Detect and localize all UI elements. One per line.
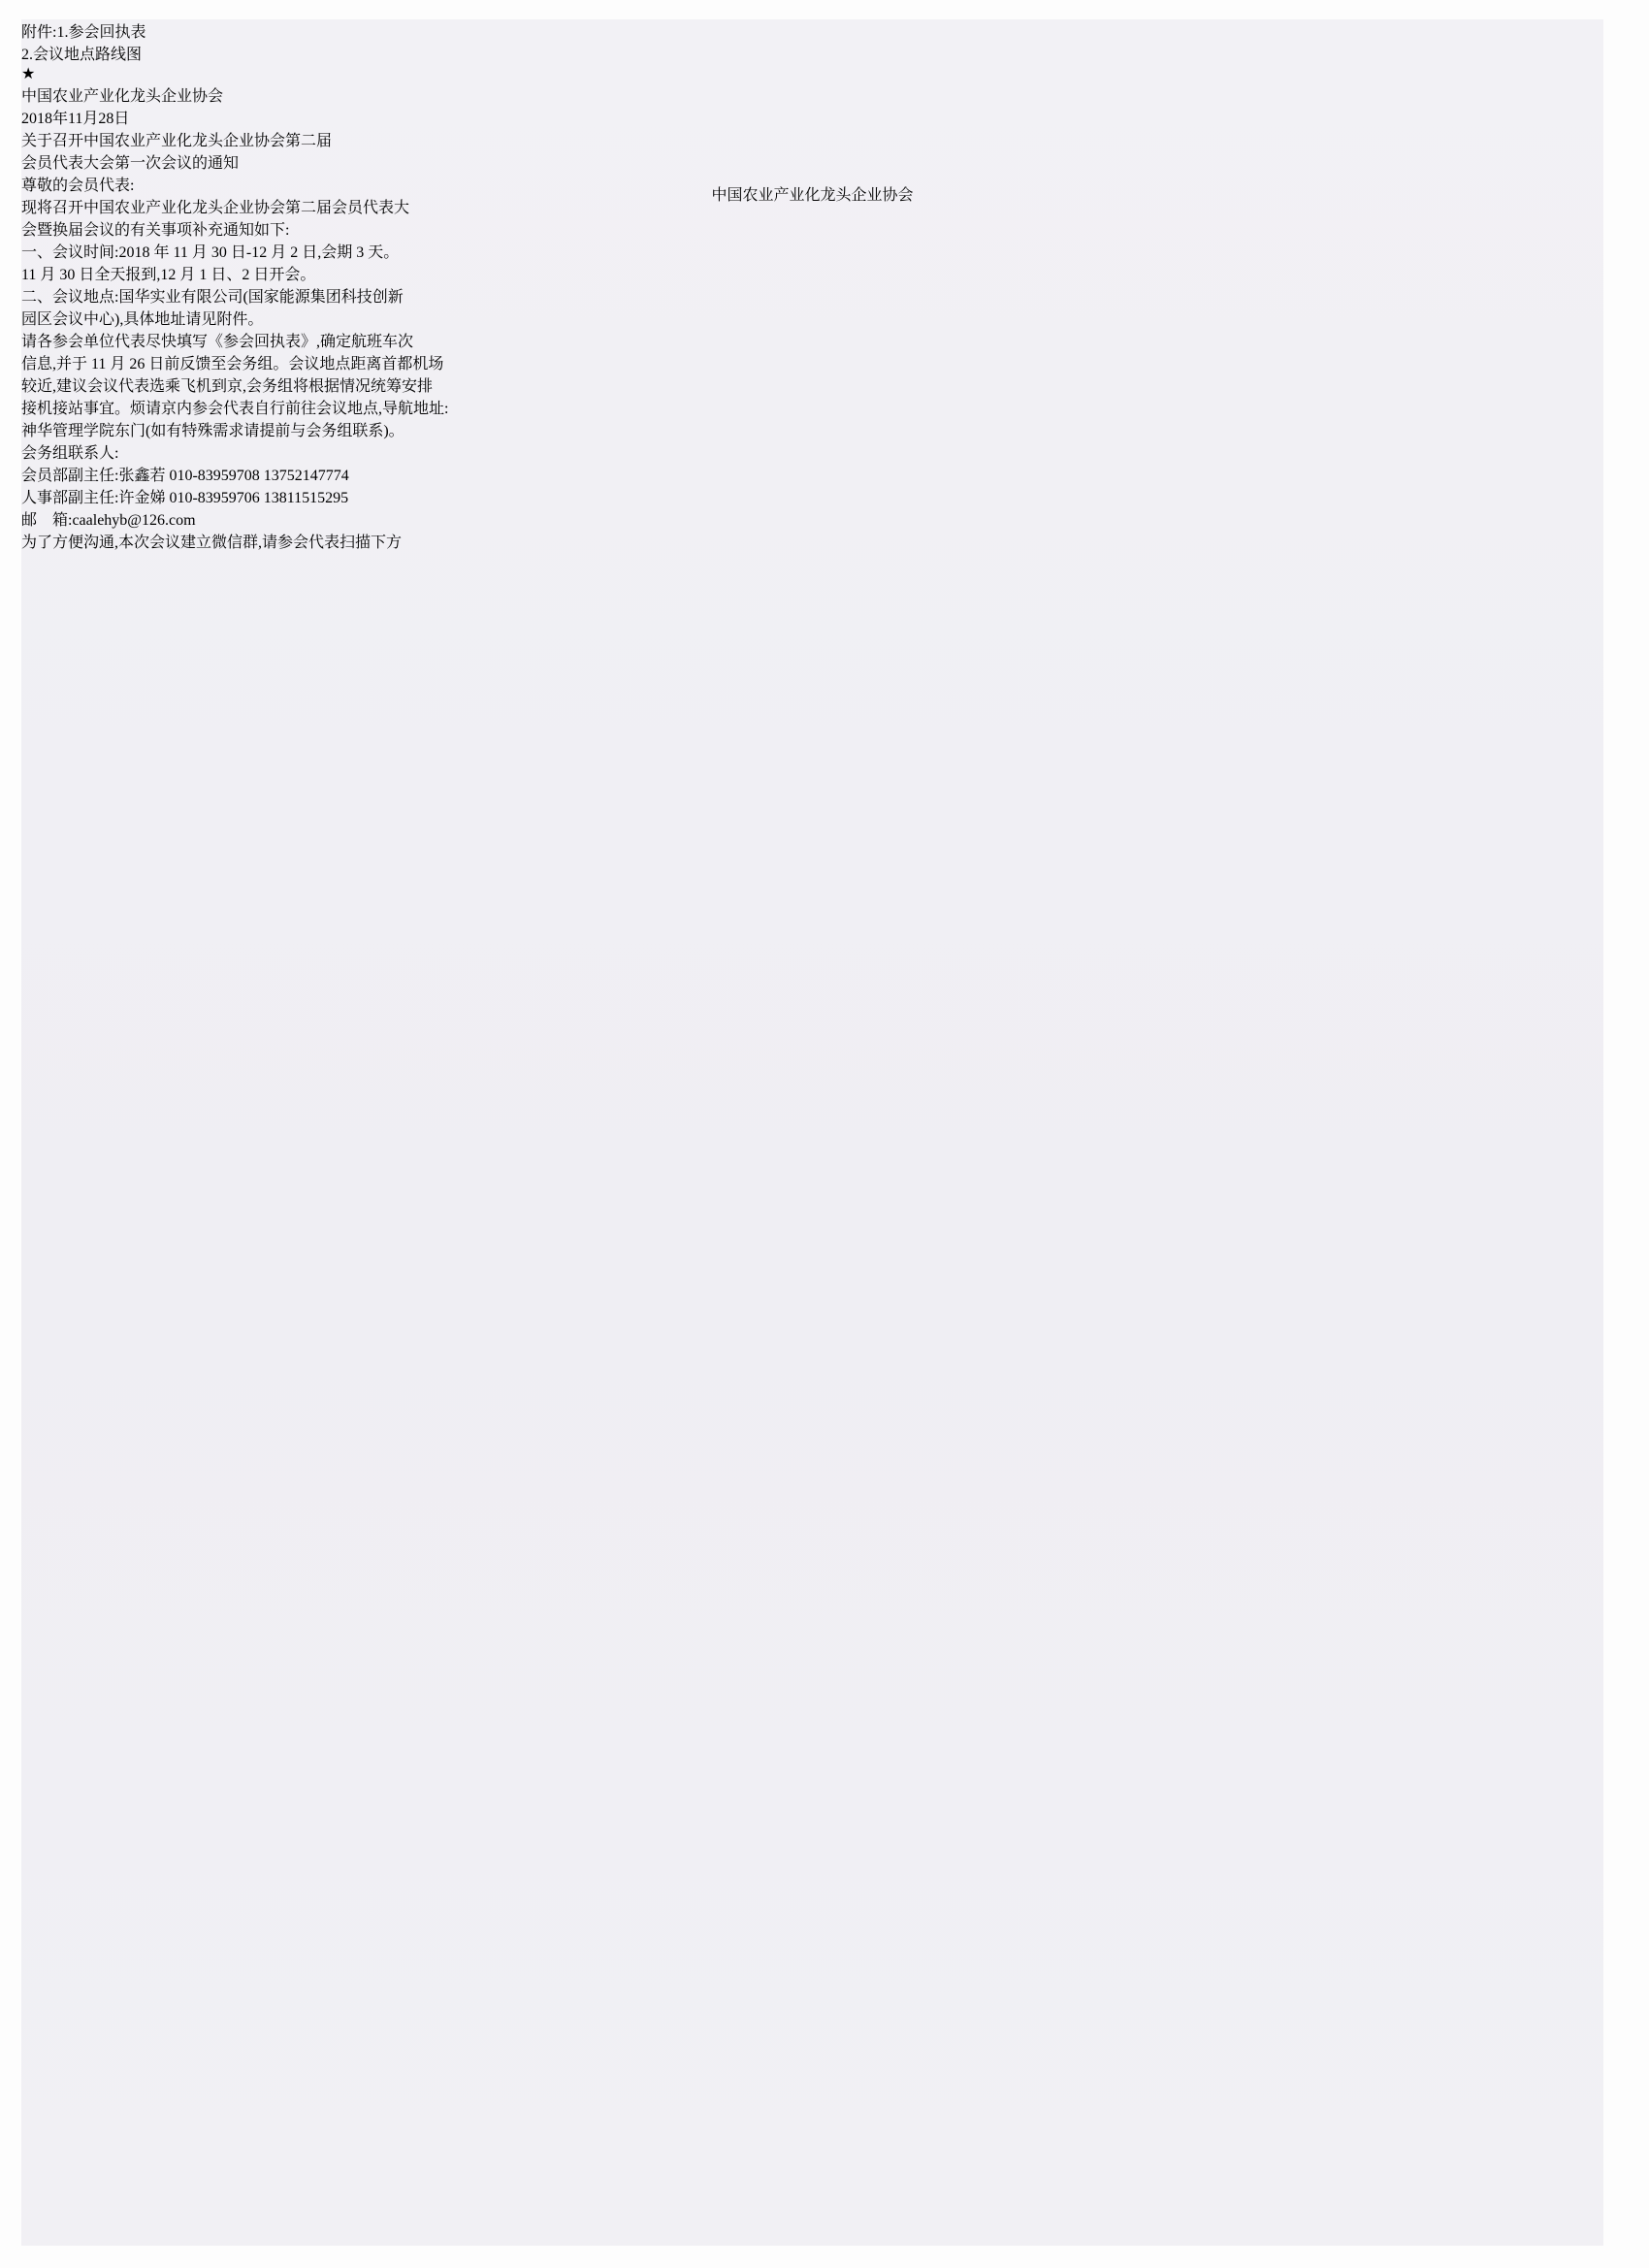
body-text: 为了方便沟通,本次会议建立微信群,请参会代表扫描下方 [21,535,403,551]
body-text: 神华管理学院东门(如有特殊需求请提前与会务组联系)。 [21,423,404,439]
bleedthrough-official-seal [21,64,1603,83]
body-line [21,240,1603,262]
body-line [21,530,1603,552]
notice-title-line1: 关于召开中国农业产业化龙头企业协会第二届 [21,133,333,149]
section-label: 会务组联系人: [21,445,119,462]
body-text: 请各参会单位代表尽快填写《参会回执表》,确定航班车次 [21,334,414,350]
body-line [21,418,1603,440]
seal-star-icon: ★ [21,66,36,82]
body-text: 会暨换届会议的有关事项补充通知如下: [21,222,290,239]
bleedthrough-signature-text: 中国农业产业化龙头企业协会 [21,88,224,105]
body-line [21,217,1603,240]
body-line [21,284,1603,307]
body-line [21,440,1603,463]
body-text: 现将召开中国农业产业化龙头企业协会第二届会员代表大 [21,200,410,216]
body-lines [21,173,1603,552]
body-line [21,307,1603,329]
body-line [21,396,1603,418]
body-text: 园区会议中心),具体地址请见附件。 [21,311,264,328]
bleedthrough-attachment-text-2: 2.会议地点路线图 [21,47,143,63]
notice-title-line2: 会员代表大会第一次会议的通知 [21,155,240,172]
body-text: 人事部副主任:许金娣 010-83959706 13811515295 [21,490,349,506]
bleedthrough-attachment-text-1: 附件:1.参会回执表 [21,24,146,41]
bleedthrough-date-text: 2018年11月28日 [21,111,130,127]
body-line [21,485,1603,507]
body-text: 2018 年 11 月 30 日-12 月 2 日,会期 3 天。 [118,244,400,261]
body-line [21,351,1603,373]
document-paper [21,19,1603,2246]
body-text: 邮 箱: [21,512,73,529]
section-label: 一、会议时间: [21,244,119,261]
section-label: 二、会议地点: [21,289,119,306]
body-text: 尊敬的会员代表: [21,178,135,194]
body-text: 信息,并于 11 月 26 日前反馈至会务组。会议地点距离首都机场 [21,356,444,373]
email-text: caalehyb@126.com [72,512,196,529]
body-line [21,373,1603,396]
association-letterhead-title: 中国农业产业化龙头企业协会 [711,187,914,204]
body-line [21,329,1603,351]
body-line [21,463,1603,485]
body-line [21,507,1603,530]
body-line [21,262,1603,284]
body-text: 接机接站事宜。烦请京内参会代表自行前往会议地点,导航地址: [21,401,449,417]
body-text: 会员部副主任:张鑫若 010-83959708 13752147774 [21,468,349,484]
body-text: 11 月 30 日全天报到,12 月 1 日、2 日开会。 [21,267,316,283]
body-text: 较近,建议会议代表选乘飞机到京,会务组将根据情况统筹安排 [21,378,434,395]
body-text: 国华实业有限公司(国家能源集团科技创新 [118,289,404,306]
